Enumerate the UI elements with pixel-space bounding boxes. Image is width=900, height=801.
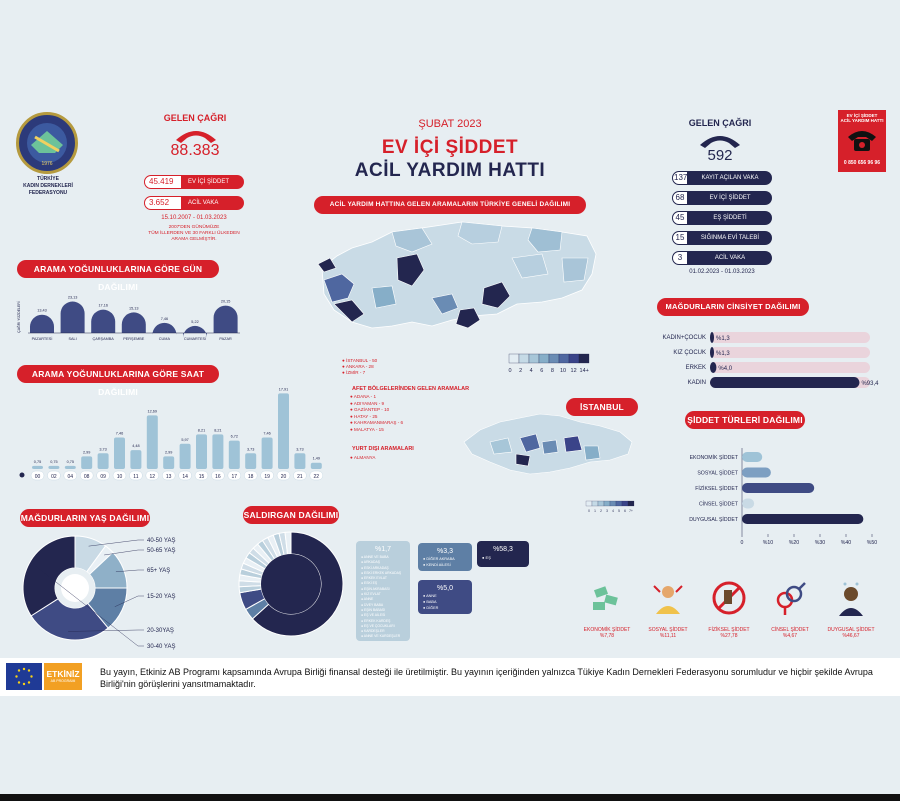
federation-name-line: TÜRKİYE bbox=[37, 176, 59, 182]
footer-disclaimer: Bu yayın, Etkiniz AB Programı kapsamında Avrupa Birliği finansal desteği ile üretilmiştir. Bu yayının içeriğinden yalnızca Tükiye Kadın Dernekleri Federasyonu sorumludur ve hiçbir şekilde Avrupa Birliği'nin görüşlerini yansıtmamaktadır. bbox=[100, 667, 873, 689]
hour-category-label: 09 bbox=[100, 474, 106, 480]
hour-chart-title: ARAMA YOĞUNLUKLARINA GÖRE SAAT DAĞILIMI bbox=[17, 365, 219, 383]
abroad-title: YURT DIŞI ARAMALARI bbox=[352, 446, 414, 452]
perp-callout-small bbox=[356, 541, 410, 641]
hour-bar bbox=[98, 453, 109, 469]
violence-category-label: SOSYAL ŞİDDET bbox=[697, 470, 738, 477]
callout-item: ● EŞ VE ÇOCUKLARI bbox=[361, 623, 395, 628]
perp-pie-chart bbox=[236, 524, 346, 644]
istanbul-legend-tick: 0 bbox=[588, 509, 590, 513]
bottom-bar bbox=[0, 794, 900, 801]
map-legend-swatch bbox=[549, 354, 559, 363]
violence-icon-pct: %46,67 bbox=[842, 633, 860, 639]
callout-pct: %5,0 bbox=[437, 585, 453, 592]
callout-item-text: KENDİ AİLESİ bbox=[426, 563, 451, 567]
callout-pct: %3,3 bbox=[437, 548, 453, 555]
gender-value-label: %1,3 bbox=[716, 336, 730, 342]
callout-item-text: DİĞER bbox=[426, 606, 439, 610]
city-item-text: İSTANBUL - 50 bbox=[346, 358, 378, 363]
row-number: 45 bbox=[672, 211, 688, 225]
violence-icon-label: FİZİKSEL ŞİDDET bbox=[708, 627, 750, 633]
etkiniz-logo bbox=[44, 663, 82, 690]
violence-icons bbox=[578, 578, 888, 642]
hour-bar bbox=[278, 393, 289, 469]
istanbul-legend-swatch bbox=[604, 501, 610, 506]
violence-bar bbox=[742, 452, 762, 462]
day-category-label: ÇARŞAMBA bbox=[92, 337, 114, 341]
afet-list bbox=[350, 394, 403, 434]
abroad-item-text: ALMANYA bbox=[353, 455, 376, 460]
map-legend-tick: 0 bbox=[508, 368, 512, 374]
city-item: ● İSTANBUL - 50 bbox=[342, 358, 378, 363]
hour-bar bbox=[32, 466, 43, 469]
callout-item: ● ERKEK KARDEŞ bbox=[361, 618, 391, 623]
istanbul-legend-tick: 2 bbox=[600, 509, 602, 513]
right-calls-row bbox=[672, 231, 772, 245]
day-bar bbox=[122, 312, 146, 333]
violence-chart-title: ŞİDDET TÜRLERİ DAĞILIMI bbox=[685, 411, 805, 429]
callout-item: ● ESKİ EŞ bbox=[361, 581, 378, 586]
istanbul-map bbox=[460, 402, 640, 486]
day-value-label: 15,13 bbox=[129, 306, 139, 311]
hour-value-label: 5,97 bbox=[181, 437, 189, 442]
hour-category-label: 15 bbox=[198, 474, 205, 480]
city-item-text: ANKARA - 28 bbox=[345, 364, 374, 369]
callout-item-text: DİĞER AKRABA bbox=[426, 557, 455, 561]
gender-icon bbox=[770, 578, 810, 618]
right-calls-row bbox=[672, 211, 772, 225]
hour-value-label: 0,75 bbox=[66, 459, 74, 464]
note-line: 2007'DEN GÜNÜMÜZE bbox=[168, 225, 220, 230]
day-category-label: CUMA bbox=[158, 337, 170, 341]
hour-category-label: 00 bbox=[34, 474, 41, 480]
row-number: 15 bbox=[672, 231, 688, 245]
age-label: 15-20 YAŞ bbox=[147, 594, 176, 600]
violence-category-label: CİNSEL ŞİDDET bbox=[698, 501, 738, 508]
map-legend bbox=[505, 352, 605, 376]
age-label: 40-50 YAŞ bbox=[147, 538, 176, 544]
age-donut-center bbox=[61, 574, 89, 602]
callout-item: ● DİĞER AKRABA bbox=[423, 557, 455, 561]
violence-bar-chart bbox=[650, 448, 890, 556]
hour-value-label: 1,49 bbox=[312, 456, 320, 461]
day-category-label: PERŞEMBE bbox=[123, 337, 145, 341]
violence-icon-card bbox=[578, 578, 636, 639]
violence-bar bbox=[742, 483, 814, 493]
left-calls-total: 88.383 bbox=[170, 142, 220, 159]
hour-category-label: 11 bbox=[133, 474, 139, 480]
istanbul-legend-swatch bbox=[628, 501, 634, 506]
day-value-label: 17,16 bbox=[98, 303, 108, 308]
left-calls-note bbox=[138, 225, 250, 243]
violence-icon-pct: %7,78 bbox=[599, 633, 615, 639]
row-number: 68 bbox=[672, 191, 688, 205]
gender-bar bbox=[710, 377, 859, 388]
hour-value-label: 0,75 bbox=[50, 459, 58, 464]
perp-callout-parents bbox=[418, 580, 472, 614]
hour-bar bbox=[114, 438, 125, 469]
etkiniz-brand: ETKİNİZ bbox=[46, 669, 80, 679]
perp-center bbox=[261, 554, 321, 614]
day-value-label: 13,43 bbox=[37, 308, 47, 313]
right-calls-period: 01.02.2023 - 01.03.2023 bbox=[689, 269, 755, 275]
day-bar bbox=[30, 315, 54, 333]
age-label: 30-40 YAŞ bbox=[147, 644, 176, 650]
hour-value-label: 2,99 bbox=[83, 450, 91, 455]
federation-name bbox=[8, 176, 88, 197]
day-value-label: 20,15 bbox=[220, 299, 231, 304]
map-legend-tick: 10 bbox=[559, 368, 567, 374]
gender-category-label: KADIN bbox=[687, 380, 706, 386]
hour-bar-chart bbox=[14, 385, 354, 485]
row-number: 45.419 bbox=[144, 175, 182, 189]
violence-tick-label: %30 bbox=[814, 540, 826, 546]
istanbul-legend-tick: 3 bbox=[606, 509, 608, 513]
callout-item: ● EŞ VE AİLESİ bbox=[361, 613, 386, 618]
map-legend-swatch bbox=[519, 354, 529, 363]
day-value-label: 23,13 bbox=[67, 295, 78, 300]
map-legend-tick: 8 bbox=[550, 368, 554, 374]
violence-icon-label: DUYGUSAL ŞİDDET bbox=[827, 627, 875, 633]
city-list bbox=[342, 358, 377, 376]
right-calls-row bbox=[672, 251, 772, 265]
left-calls-row bbox=[144, 175, 244, 189]
city-item-text: İZMİR - 7 bbox=[346, 370, 366, 375]
day-bar-chart bbox=[14, 285, 244, 345]
hotline-logo bbox=[838, 110, 886, 172]
age-label: 20-30YAŞ bbox=[147, 628, 174, 634]
perp-callout-relatives bbox=[418, 543, 472, 571]
left-calls-row bbox=[144, 196, 244, 210]
istanbul-legend-tick: 5 bbox=[618, 509, 620, 513]
federation-name-line: KADIN DERNEKLERİ bbox=[23, 183, 73, 189]
hour-category-label: 17 bbox=[231, 474, 238, 480]
etkiniz-sub: AB PROGRAMI bbox=[50, 679, 76, 683]
city-item: ● ANKARA - 28 bbox=[342, 364, 374, 369]
callout-item: ● ANNE VE BABA bbox=[361, 555, 389, 559]
istanbul-legend-tick: 4 bbox=[612, 509, 614, 513]
day-bar bbox=[214, 306, 238, 333]
left-calls-rows bbox=[144, 175, 244, 210]
gender-category-label: ERKEK bbox=[685, 365, 706, 371]
hotline-logo-line: EV İÇİ ŞİDDET bbox=[846, 113, 878, 118]
map-legend-tick: 12 bbox=[570, 368, 577, 374]
gender-value-label: %93,4 bbox=[861, 381, 879, 387]
callout-item: ● DİĞER bbox=[423, 606, 439, 610]
hour-category-label: 16 bbox=[215, 474, 221, 480]
map-title: ACİL YARDIM HATTINA GELEN ARAMALARIN TÜRKİYE GENELİ DAĞILIMI bbox=[314, 196, 586, 214]
hour-category-label: 22 bbox=[313, 474, 320, 480]
hour-category-label: 20 bbox=[280, 474, 287, 480]
city-item: ● İZMİR - 7 bbox=[342, 370, 366, 375]
istanbul-legend-swatch bbox=[598, 501, 604, 506]
afet-title: AFET BÖLGELERİNDEN GELEN ARAMALAR bbox=[352, 386, 470, 392]
callout-item: ● EŞİN BABASI bbox=[361, 607, 386, 612]
afet-item: ● HATAY - 25 bbox=[350, 413, 378, 419]
day-bar bbox=[91, 310, 115, 333]
footer bbox=[0, 658, 900, 696]
gender-value-label: %4,0 bbox=[718, 366, 733, 372]
gender-bar-bg bbox=[710, 332, 870, 343]
map-legend-tick: 2 bbox=[519, 368, 523, 374]
hour-category-label: 14 bbox=[182, 474, 188, 480]
gender-bar-chart bbox=[640, 328, 890, 398]
map-legend-tick: 14+ bbox=[579, 368, 589, 374]
hour-bar bbox=[81, 456, 92, 469]
hour-value-label: 4,48 bbox=[132, 444, 140, 449]
violence-icon-card bbox=[822, 578, 880, 639]
hour-category-label: 21 bbox=[297, 474, 303, 480]
turkey-map bbox=[312, 218, 602, 348]
row-label: EV İÇİ ŞİDDET bbox=[688, 191, 772, 205]
gender-category-label: KADIN+ÇOCUK bbox=[662, 335, 706, 341]
afet-item: ● KAHRAMANMARAŞ - 6 bbox=[350, 420, 404, 426]
age-label: 65+ YAŞ bbox=[147, 568, 171, 574]
federation-logo bbox=[16, 112, 78, 174]
hour-value-label: 0,75 bbox=[33, 459, 42, 464]
hour-bar bbox=[262, 438, 273, 469]
callout-pct: %58,3 bbox=[493, 546, 513, 553]
violence-bar bbox=[742, 468, 771, 478]
violence-tick-label: %50 bbox=[866, 540, 878, 546]
row-number: 137 bbox=[672, 171, 688, 185]
callout-item: ● ARKADAŞ bbox=[361, 560, 381, 565]
callout-item: ● ESKİ ERKEK ARKADAŞ bbox=[361, 570, 402, 575]
violence-bar bbox=[742, 499, 754, 509]
age-pie-chart bbox=[20, 530, 200, 650]
callout-item: ● ANNE VE KARDEŞLER bbox=[361, 634, 401, 639]
day-category-label: SALI bbox=[68, 337, 77, 341]
map-legend-swatch bbox=[559, 354, 569, 363]
violence-icon-card bbox=[700, 578, 758, 639]
hour-category-label: 18 bbox=[247, 474, 254, 480]
violence-tick-label: 0 bbox=[740, 540, 744, 546]
violence-category-label: EKONOMİK ŞİDDET bbox=[689, 455, 738, 461]
callout-item-text: BABA bbox=[426, 600, 437, 604]
violence-icon-label: EKONOMİK ŞİDDET bbox=[583, 627, 631, 633]
hour-category-label: 19 bbox=[264, 474, 270, 480]
hour-value-label: 2,99 bbox=[165, 450, 173, 455]
hour-value-label: 7,46 bbox=[115, 431, 124, 436]
hour-value-label: 6,72 bbox=[230, 434, 238, 439]
row-number: 3.652 bbox=[144, 196, 182, 210]
note-line: ARAMA GELMİŞTİR. bbox=[171, 237, 217, 242]
istanbul-legend-swatch bbox=[592, 501, 598, 506]
istanbul-legend-swatch bbox=[586, 501, 592, 506]
sun-icon bbox=[20, 473, 25, 478]
callout-item: ● ÜVEY BABA bbox=[361, 602, 384, 607]
istanbul-legend-swatch bbox=[622, 501, 628, 506]
hour-bar bbox=[229, 441, 240, 469]
callout-item: ● KENDİ AİLESİ bbox=[423, 563, 451, 567]
note-line: TÜM İLLERDEN VE 30 FARKLI ÜLKEDEN bbox=[148, 231, 240, 236]
hour-category-label: 12 bbox=[149, 474, 156, 480]
day-chart-ylabel: ÇAĞRI YÜZDELERİ bbox=[17, 301, 21, 333]
istanbul-legend-swatch bbox=[610, 501, 616, 506]
violence-icon-card bbox=[639, 578, 697, 639]
istanbul-legend-swatch bbox=[616, 501, 622, 506]
hour-bar bbox=[130, 450, 141, 469]
istanbul-legend-tick: 1 bbox=[594, 509, 596, 513]
map-legend-tick: 6 bbox=[540, 368, 544, 374]
hour-bar bbox=[294, 453, 305, 469]
federation-name-line: FEDERASYONU bbox=[28, 190, 68, 196]
page-subtitle: ACİL YARDIM HATTI bbox=[354, 160, 546, 181]
afet-item: ● ADANA - 1 bbox=[350, 394, 377, 399]
eu-stars-icon bbox=[6, 663, 42, 690]
violence-tick-label: %20 bbox=[788, 540, 800, 546]
hour-bar bbox=[245, 453, 256, 469]
violence-icon-label: SOSYAL ŞİDDET bbox=[648, 627, 688, 633]
hotline-phone-number: 0 850 656 96 96 bbox=[843, 160, 881, 166]
map-legend-swatch bbox=[539, 354, 549, 363]
left-calls-title: GELEN ÇAĞRI bbox=[163, 113, 227, 123]
gender-bar bbox=[710, 362, 716, 373]
hour-category-label: 10 bbox=[116, 474, 123, 480]
eu-flag bbox=[6, 663, 42, 690]
callout-item: ● ERKEK EVLAT bbox=[361, 576, 387, 581]
right-calls-total: 592 bbox=[707, 147, 733, 164]
violence-icon-pct: %27,78 bbox=[720, 633, 738, 639]
callout-item: ● KIZ EVLAT bbox=[361, 592, 381, 597]
row-label: SIĞINMA EVİ TALEBİ bbox=[688, 231, 772, 245]
hour-bar bbox=[196, 434, 207, 469]
no-hit-icon bbox=[709, 578, 749, 618]
gender-value-label: %1,3 bbox=[716, 351, 730, 357]
row-label: EV İÇİ ŞİDDET bbox=[182, 175, 244, 189]
violence-icon-label: CİNSEL ŞİDDET bbox=[771, 627, 809, 633]
violence-icon-pct: %4,67 bbox=[782, 633, 798, 639]
day-chart-title: ARAMA YOĞUNLUKLARINA GÖRE GÜN DAĞILIMI bbox=[17, 260, 219, 278]
row-number: 3 bbox=[672, 251, 688, 265]
left-calls-period: 15.10.2007 - 01.03.2023 bbox=[161, 215, 227, 221]
violence-tick-label: %40 bbox=[840, 540, 852, 546]
day-category-label: CUMARTESİ bbox=[183, 337, 207, 341]
istanbul-legend-tick: 6 bbox=[624, 509, 626, 513]
hour-value-label: 3,73 bbox=[296, 447, 304, 452]
hour-bar bbox=[147, 415, 158, 469]
violence-bar bbox=[742, 514, 863, 524]
afet-item: ● GAZİANTEP - 10 bbox=[350, 407, 390, 413]
callout-item: ● ANNE bbox=[361, 597, 374, 602]
gender-bar-bg bbox=[710, 362, 870, 373]
day-value-label: 7,46 bbox=[160, 316, 169, 321]
hour-bar bbox=[180, 444, 191, 469]
page-title: EV İÇİ ŞİDDET bbox=[381, 137, 519, 158]
hour-value-label: 12,69 bbox=[147, 409, 158, 414]
age-label: 50-65 YAŞ bbox=[147, 548, 176, 554]
afet-item: ● MALATYA - 15 bbox=[350, 426, 384, 432]
callout-item-text: ANNE bbox=[426, 594, 437, 598]
violence-tick-label: %10 bbox=[762, 540, 774, 546]
gender-bar-bg bbox=[710, 347, 870, 358]
day-bar bbox=[61, 302, 85, 333]
day-category-label: PAZAR bbox=[219, 337, 232, 341]
row-label: ACİL VAKA bbox=[688, 251, 772, 265]
istanbul-legend-tick: 7+ bbox=[629, 509, 633, 513]
callout-pct: %1,7 bbox=[375, 546, 391, 553]
hotline-logo-line: ACİL YARDIM HATTI bbox=[840, 118, 884, 123]
perp-chart-title: SALDIRGAN DAĞILIMI bbox=[243, 506, 339, 524]
hour-category-label: 04 bbox=[67, 474, 74, 480]
hour-value-label: 3,73 bbox=[247, 447, 255, 452]
abroad-item: ● ALMANYA bbox=[350, 455, 376, 460]
afet-item: ● ADIYAMAN - 9 bbox=[350, 400, 385, 406]
right-calls-row bbox=[672, 191, 772, 205]
hour-value-label: 8,21 bbox=[197, 428, 206, 433]
logo-year: 1976 bbox=[41, 161, 53, 167]
right-calls-row bbox=[672, 171, 772, 185]
gender-category-label: KIZ ÇOCUK bbox=[673, 350, 706, 356]
callout-item-text: EŞ bbox=[485, 555, 491, 560]
gender-bar bbox=[710, 347, 714, 358]
hour-category-label: 02 bbox=[51, 474, 57, 480]
map-legend-swatch bbox=[509, 354, 519, 363]
perp-callout-spouse bbox=[477, 541, 529, 567]
row-label: ACİL VAKA bbox=[182, 196, 244, 210]
callout-item: ● ESKİ ARKADAŞ bbox=[361, 565, 389, 570]
callout-item: ● BABA bbox=[423, 600, 437, 604]
callout-item: ● EŞİN AKRABASI bbox=[361, 586, 390, 591]
map-legend-swatch bbox=[529, 354, 539, 363]
age-chart-title: MAĞDURLARIN YAŞ DAĞILIMI bbox=[20, 509, 150, 527]
hour-bar bbox=[212, 434, 223, 469]
hour-value-label: 8,21 bbox=[214, 428, 222, 433]
logo-emblem-icon bbox=[19, 115, 75, 171]
person-stress-icon bbox=[648, 578, 688, 618]
istanbul-legend bbox=[584, 500, 636, 518]
month-label: ŞUBAT 2023 bbox=[418, 118, 482, 130]
gender-bar bbox=[710, 332, 714, 343]
hour-value-label: 3,73 bbox=[99, 447, 107, 452]
day-value-label: 5,22 bbox=[191, 319, 199, 324]
moon-icon bbox=[326, 472, 329, 478]
hour-value-label: 17,91 bbox=[278, 387, 289, 392]
violence-icon-pct: %11,11 bbox=[659, 633, 677, 639]
hour-category-label: 08 bbox=[83, 474, 90, 480]
sad-woman-icon bbox=[831, 578, 871, 618]
hour-bar bbox=[311, 463, 322, 469]
row-label: EŞ ŞİDDETİ bbox=[688, 211, 772, 225]
hour-bar bbox=[163, 456, 174, 469]
day-category-label: PAZARTESİ bbox=[31, 337, 53, 341]
gender-chart-title: MAĞDURLARIN CİNSİYET DAĞILIMI bbox=[657, 298, 809, 316]
violence-icon-card bbox=[761, 578, 819, 639]
map-legend-swatch bbox=[579, 354, 589, 363]
istanbul-title: İSTANBUL bbox=[566, 398, 638, 416]
phone-icon bbox=[844, 125, 880, 155]
callout-item: ● KARDEŞLER bbox=[361, 629, 385, 634]
hour-bar bbox=[48, 466, 59, 469]
callout-item: ● ANNE bbox=[423, 594, 437, 598]
money-icon bbox=[587, 578, 627, 618]
row-label: KAYIT AÇILAN VAKA bbox=[688, 171, 772, 185]
violence-category-label: FİZİKSEL ŞİDDET bbox=[695, 486, 738, 492]
callout-list bbox=[361, 555, 405, 640]
right-calls-rows bbox=[672, 171, 772, 271]
hour-category-label: 13 bbox=[165, 474, 172, 480]
right-calls-title: GELEN ÇAĞRI bbox=[688, 118, 752, 128]
map-legend-tick: 4 bbox=[529, 368, 533, 374]
hour-value-label: 7,46 bbox=[263, 431, 271, 436]
violence-category-label: DUYGUSAL ŞİDDET bbox=[689, 517, 738, 523]
map-legend-swatch bbox=[569, 354, 579, 363]
hour-bar bbox=[65, 466, 76, 469]
callout-item: ● EŞ bbox=[482, 555, 491, 560]
